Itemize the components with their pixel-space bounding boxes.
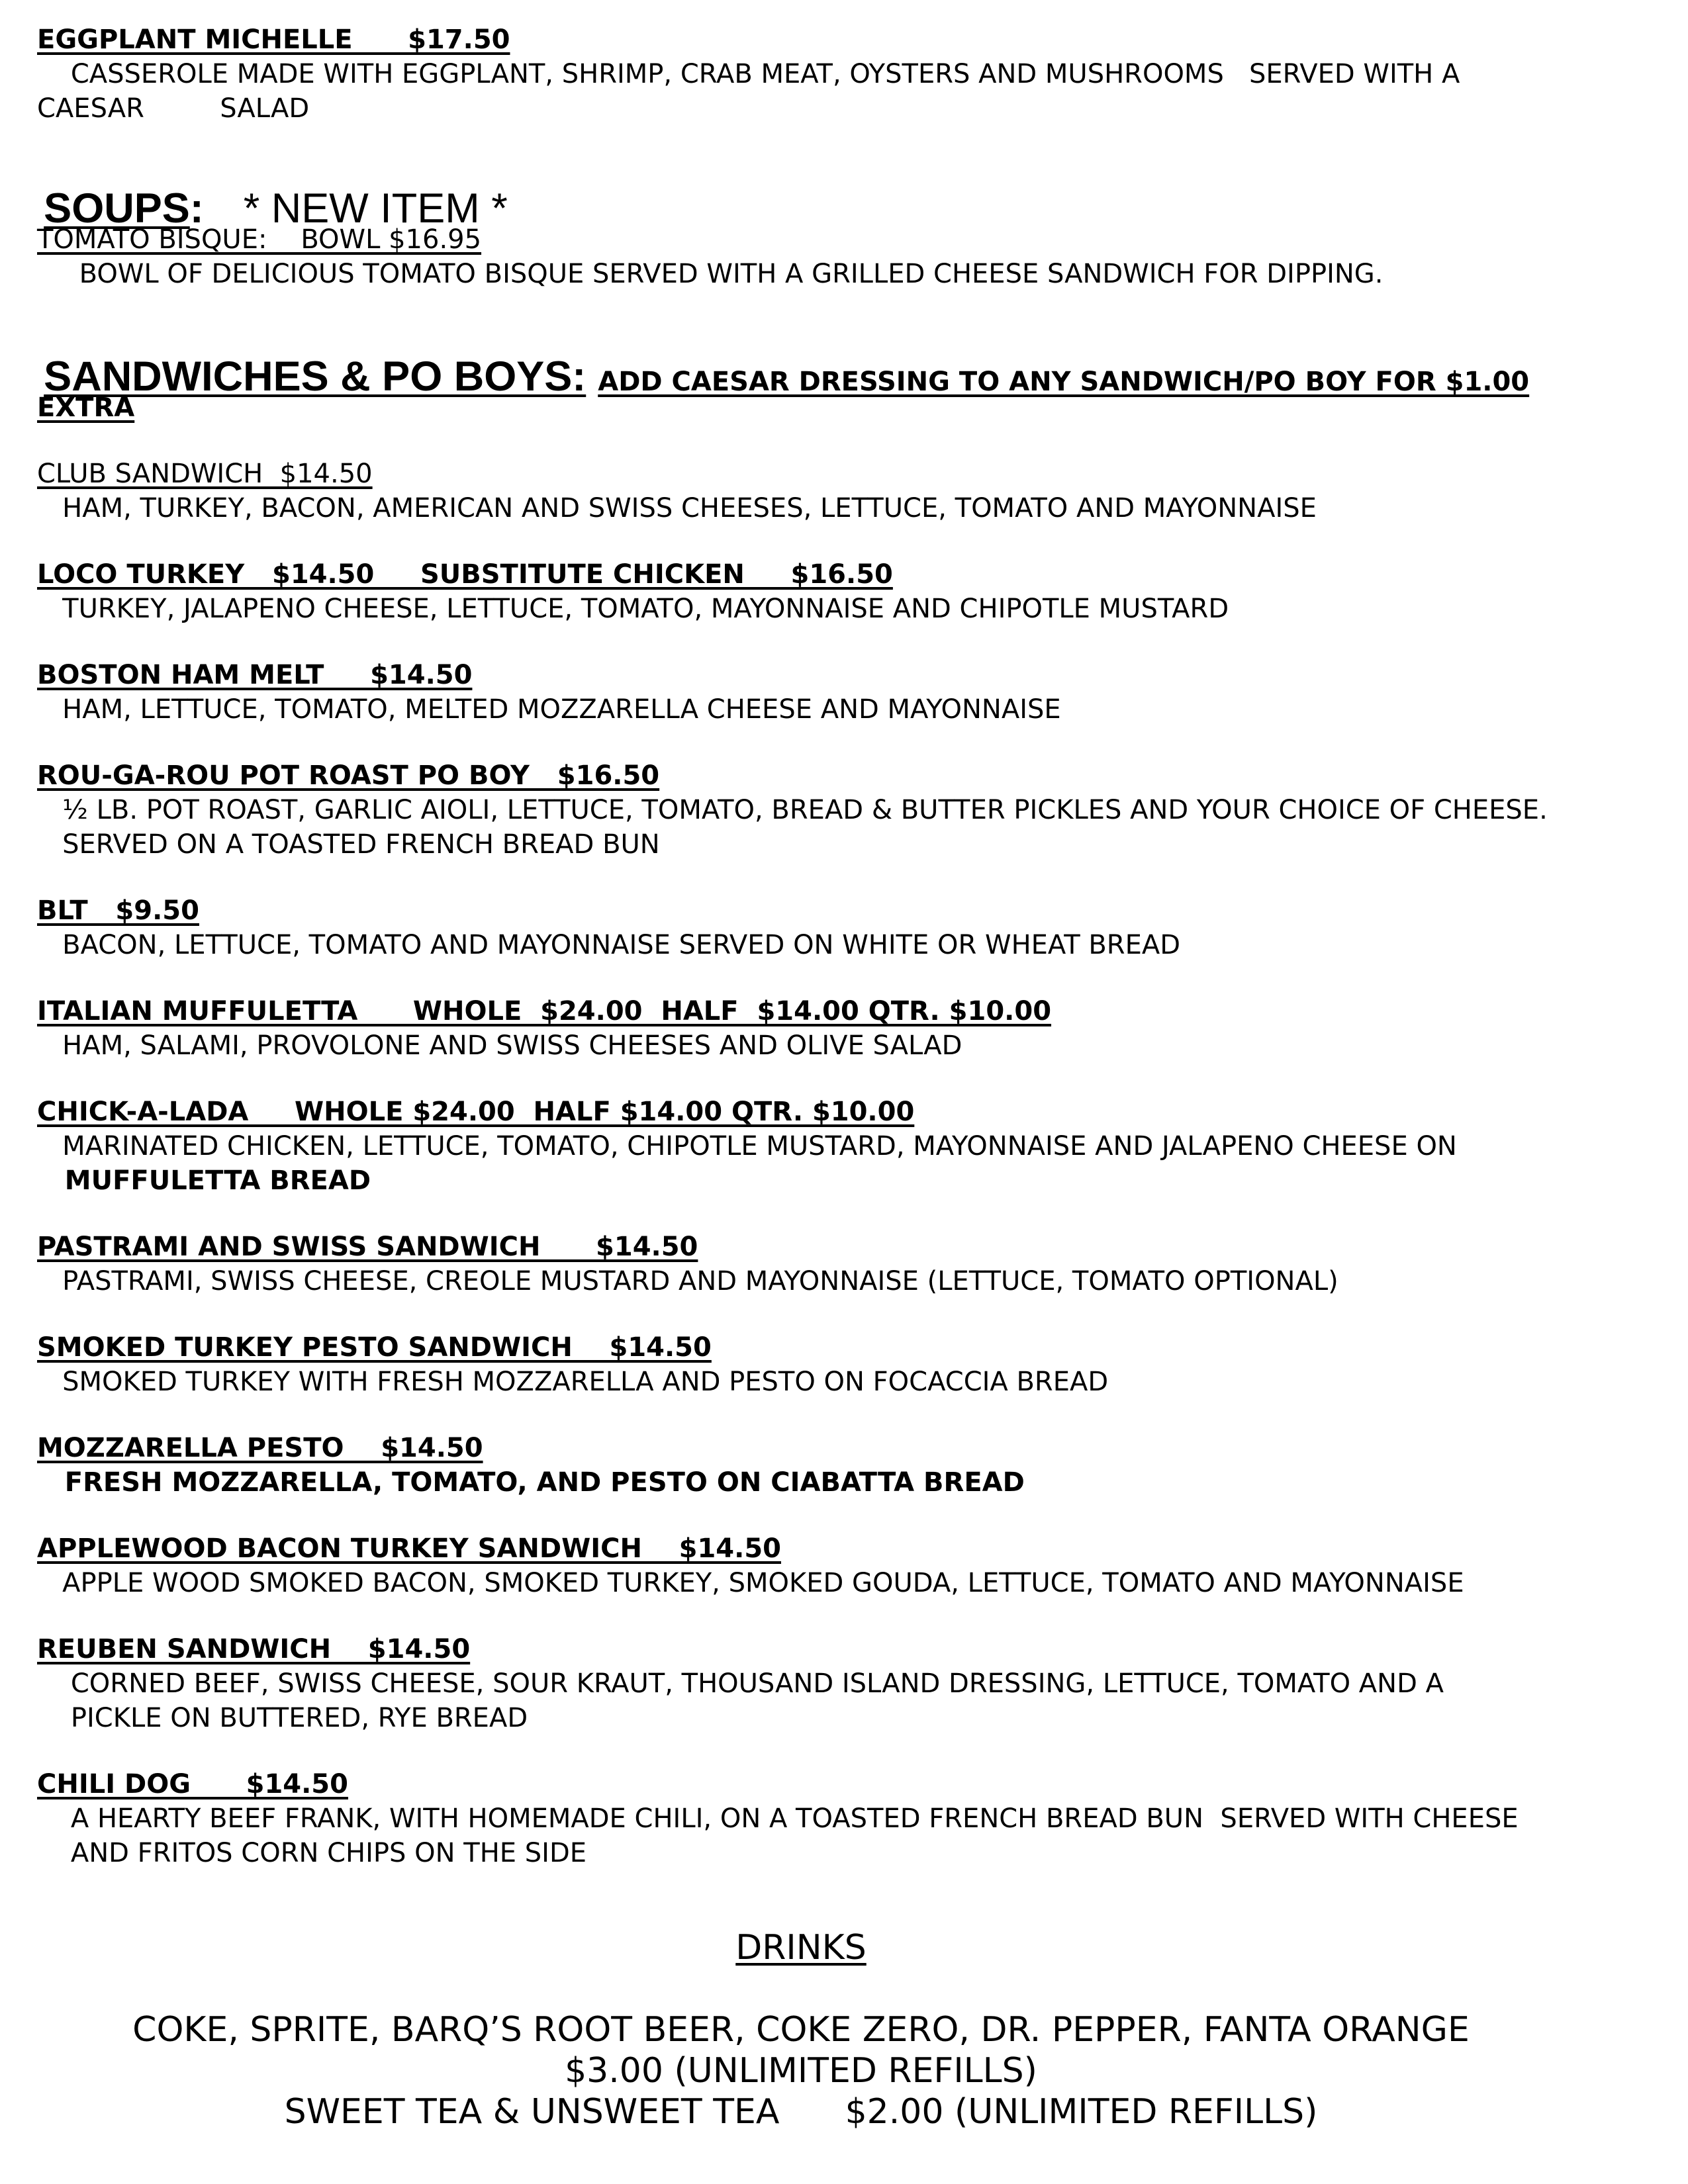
pot-roast-po-boy-title: ROU-GA-ROU POT ROAST PO BOY $16.50 [37,760,660,791]
mozzarella-pesto-title: MOZZARELLA PESTO $14.50 [37,1433,483,1463]
smoked-turkey-pesto-description: SMOKED TURKEY WITH FRESH MOZZARELLA AND PESTO ON FOCACCIA BREAD [37,1367,1109,1397]
reuben-sandwich-title: REUBEN SANDWICH $14.50 [37,1634,471,1664]
eggplant-michelle-title: EGGPLANT MICHELLE $17.50 [37,24,510,55]
drinks-heading: DRINKS [735,1928,867,1968]
pastrami-swiss-description: PASTRAMI, SWISS CHEESE, CREOLE MUSTARD AND MAYONNAISE (LETTUCE, TOMATO OPTIONAL) [37,1266,1338,1297]
chick-a-lada-description-line: MARINATED CHICKEN, LETTUCE, TOMATO, CHIPOTLE MUSTARD, MAYONNAISE AND JALAPENO CHEESE ON [37,1131,1457,1161]
caesar-dressing-note: ADD CAESAR DRESSING TO ANY SANDWICH/PO BOY FOR $1.00 [598,367,1530,397]
drinks-section [0,1927,1602,2132]
loco-turkey-description: TURKEY, JALAPENO CHEESE, LETTUCE, TOMATO, MAYONNAISE AND CHIPOTLE MUSTARD [37,594,1229,624]
tomato-bisque-description: BOWL OF DELICIOUS TOMATO BISQUE SERVED WITH A GRILLED CHEESE SANDWICH FOR DIPPING. [37,259,1383,289]
club-sandwich-description: HAM, TURKEY, BACON, AMERICAN AND SWISS CHEESES, LETTUCE, TOMATO AND MAYONNAISE [37,493,1317,523]
applewood-bacon-turkey-title: APPLEWOOD BACON TURKEY SANDWICH $14.50 [37,1533,781,1564]
blt-title: BLT $9.50 [37,895,199,926]
soups-heading-colon: : [189,185,204,232]
drinks-sodas-line: COKE, SPRITE, BARQ’S ROOT BEER, COKE ZERO, DR. PEPPER, FANTA ORANGE [132,2010,1470,2050]
eggplant-michelle-description-line: CASSEROLE MADE WITH EGGPLANT, SHRIMP, CRAB MEAT, OYSTERS AND MUSHROOMS SERVED WITH A [37,59,1460,89]
italian-muffuletta-description: HAM, SALAMI, PROVOLONE AND SWISS CHEESES AND OLIVE SALAD [37,1030,962,1061]
chick-a-lada-description-line: MUFFULETTA BREAD [37,1165,371,1196]
caesar-dressing-note-continued: EXTRA [37,392,135,423]
new-item-marker: * NEW ITEM * [243,185,508,232]
eggplant-michelle-description-line: CAESAR SALAD [37,93,310,124]
applewood-bacon-turkey-description: APPLE WOOD SMOKED BACON, SMOKED TURKEY, SMOKED GOUDA, LETTUCE, TOMATO AND MAYONNAISE [37,1568,1464,1598]
italian-muffuletta-title: ITALIAN MUFFULETTA WHOLE $24.00 HALF $14.00 QTR. $10.00 [37,996,1052,1026]
chili-dog-description-line: AND FRITOS CORN CHIPS ON THE SIDE [37,1838,587,1868]
reuben-sandwich-description-line: PICKLE ON BUTTERED, RYE BREAD [37,1703,528,1733]
boston-ham-melt-title: BOSTON HAM MELT $14.50 [37,660,473,690]
chili-dog-title: CHILI DOG $14.50 [37,1769,348,1799]
club-sandwich-title: CLUB SANDWICH $14.50 [37,459,373,489]
drinks-sodas-price: $3.00 (UNLIMITED REFILLS) [565,2051,1037,2091]
loco-turkey-title: LOCO TURKEY $14.50 SUBSTITUTE CHICKEN $16.50 [37,559,893,590]
blt-description: BACON, LETTUCE, TOMATO AND MAYONNAISE SERVED ON WHITE OR WHEAT BREAD [37,930,1181,960]
sandwiches-heading: SANDWICHES & PO BOYS: [44,353,586,400]
pastrami-swiss-title: PASTRAMI AND SWISS SANDWICH $14.50 [37,1232,698,1262]
boston-ham-melt-description: HAM, LETTUCE, TOMATO, MELTED MOZZARELLA CHEESE AND MAYONNAISE [37,694,1061,725]
pot-roast-po-boy-description-line: SERVED ON A TOASTED FRENCH BREAD BUN [37,829,660,860]
pot-roast-po-boy-description-line: ½ LB. POT ROAST, GARLIC AIOLI, LETTUCE, TOMATO, BREAD & BUTTER PICKLES AND YOUR CHOICE OF CHEESE. [37,795,1548,825]
mozzarella-pesto-description: FRESH MOZZARELLA, TOMATO, AND PESTO ON CIABATTA BREAD [37,1467,1025,1498]
reuben-sandwich-description-line: CORNED BEEF, SWISS CHEESE, SOUR KRAUT, THOUSAND ISLAND DRESSING, LETTUCE, TOMATO AND A [37,1668,1444,1699]
smoked-turkey-pesto-title: SMOKED TURKEY PESTO SANDWICH $14.50 [37,1332,712,1363]
tomato-bisque-title: TOMATO BISQUE: BOWL $16.95 [37,224,482,255]
sandwiches-heading-row [37,339,1529,402]
chick-a-lada-title: CHICK-A-LADA WHOLE $24.00 HALF $14.00 QTR. $10.00 [37,1097,915,1127]
chili-dog-description-line: A HEARTY BEEF FRANK, WITH HOMEMADE CHILI, ON A TOASTED FRENCH BREAD BUN SERVED WITH CHEESE [37,1803,1519,1834]
drinks-tea-line: SWEET TEA & UNSWEET TEA $2.00 (UNLIMITED REFILLS) [284,2092,1318,2132]
soups-heading: SOUPS [44,185,190,232]
